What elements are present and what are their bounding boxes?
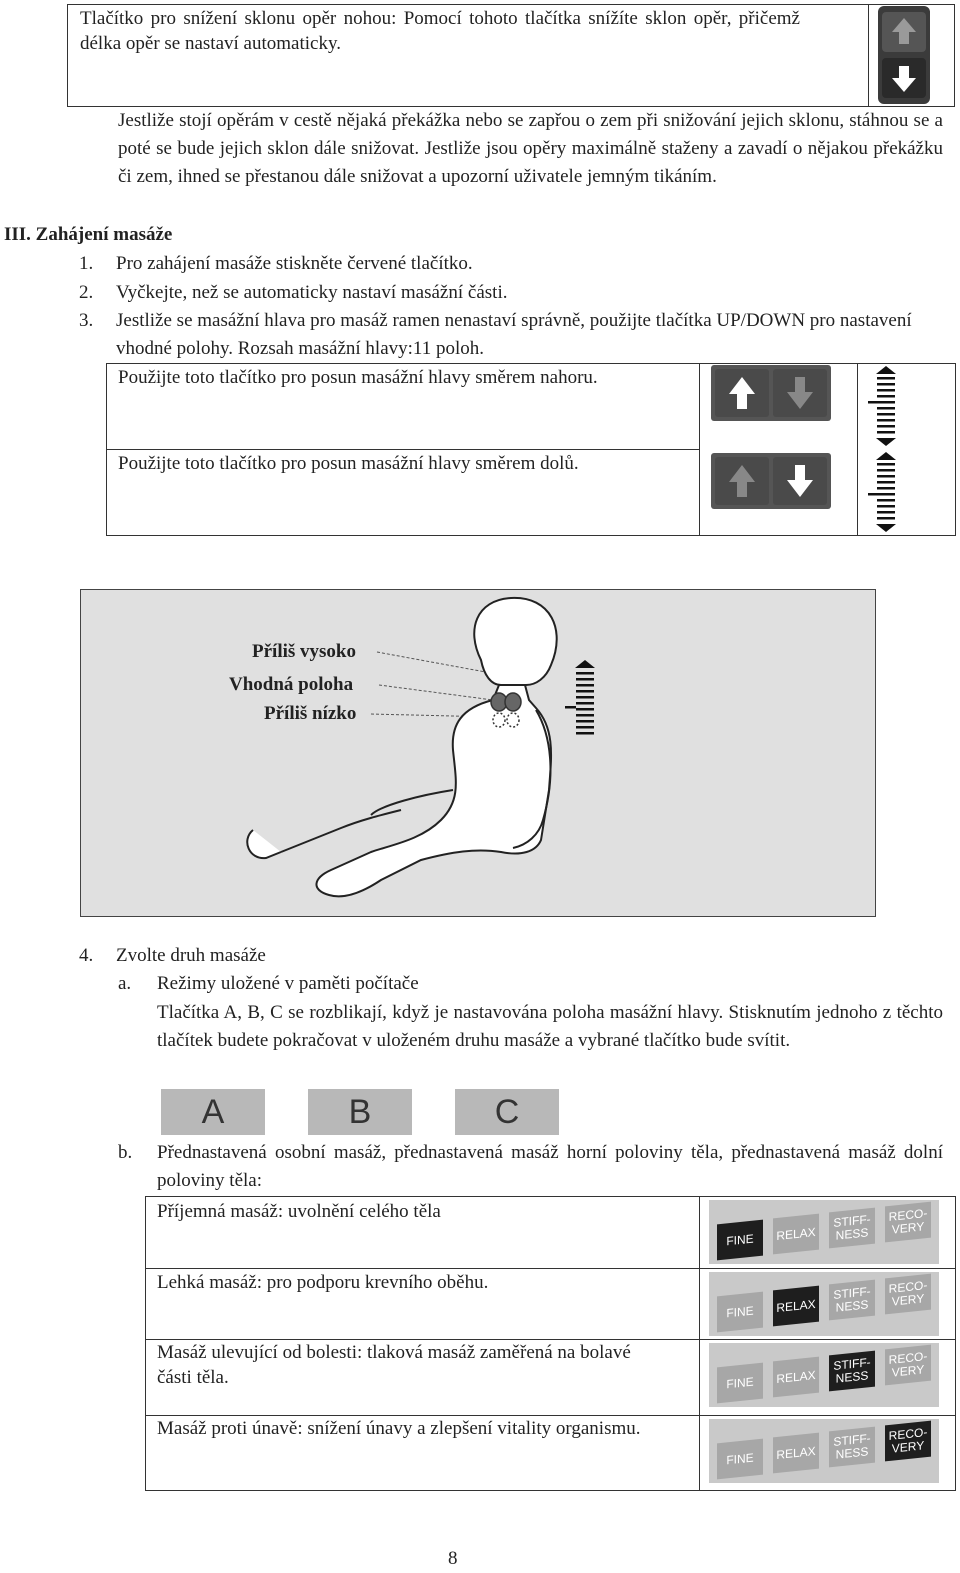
mode-button-label: RELAX (776, 1296, 816, 1315)
mode-button-relax (773, 1214, 819, 1255)
mode-button-relax (773, 1286, 819, 1327)
mode-row-recovery: Masáž proti únavě: snížení únavy a zlepšení vitality organismu. (157, 1418, 641, 1439)
mode-button-stiff (829, 1351, 875, 1392)
mode-button-fine (717, 1292, 763, 1333)
arrow-up-icon (878, 6, 930, 104)
divider (699, 363, 700, 536)
divider (699, 1196, 700, 1491)
position-scale-icon (565, 660, 595, 735)
head-down-description: Použijte toto tlačítko pro posun masážní hlavy směrem dolů. (118, 453, 579, 474)
mode-button-label: NESS (835, 1225, 869, 1243)
mode-button-label: FINE (726, 1450, 754, 1467)
mode-button-label: RECO- (888, 1424, 928, 1444)
memory-button-b: B (308, 1089, 412, 1135)
mode-button-label: RELAX (776, 1224, 816, 1243)
mode-button-panel (709, 1272, 939, 1336)
step-2-text: Vyčkejte, než se automaticky nastaví masážní části. (116, 282, 508, 303)
page-number: 8 (448, 1548, 458, 1569)
mode-row-relax: Lehká masáž: pro podporu krevního oběhu. (157, 1272, 489, 1293)
step-4a-letter: a. (118, 973, 132, 994)
mode-button-label: RECO- (888, 1277, 928, 1297)
position-scale-icon (866, 366, 906, 448)
leg-rest-control-button (878, 6, 930, 104)
head-up-button-panel (711, 365, 831, 421)
section-heading: III. Zahájení masáže (4, 224, 173, 245)
mode-button-label: STIFF- (833, 1431, 871, 1449)
mode-button-label: RECO- (888, 1205, 928, 1225)
mode-button-panel (709, 1343, 939, 1407)
mode-button-label: RELAX (776, 1443, 816, 1462)
mode-button-label: FINE (726, 1303, 754, 1320)
mode-button-label: FINE (726, 1374, 754, 1391)
mode-button-reco (885, 1345, 931, 1386)
step-1-text: Pro zahájení masáže stiskněte červené tlačítko. (116, 253, 473, 274)
mode-button-stiff (829, 1208, 875, 1249)
mode-button-label: NESS (835, 1297, 869, 1315)
step-4b-text: Přednastavená osobní masáž, přednastavená masáž horní poloviny těla, přednastavená masáž dolní poloviny těla: (157, 1142, 943, 1191)
step-2-number: 2. (79, 282, 94, 303)
step-1-number: 1. (79, 253, 94, 274)
position-scale-icon (866, 452, 906, 534)
mode-button-reco (885, 1421, 931, 1462)
mode-button-reco (885, 1202, 931, 1243)
mode-row-fine: Příjemná masáž: uvolnění celého těla (157, 1201, 441, 1222)
mode-button-relax (773, 1433, 819, 1474)
mode-button-label: NESS (835, 1444, 869, 1462)
step-4-number: 4. (79, 945, 94, 966)
divider (857, 363, 858, 536)
mode-button-label: VERY (891, 1291, 925, 1309)
mode-button-label: NESS (835, 1368, 869, 1386)
mode-button-fine (717, 1439, 763, 1480)
mode-button-label: VERY (891, 1219, 925, 1237)
label-too-low: Příliš nízko (264, 703, 357, 724)
memory-button-c: C (455, 1089, 559, 1135)
mode-button-reco (885, 1274, 931, 1315)
mode-button-label: RECO- (888, 1348, 928, 1368)
step-4-title: Zvolte druh masáže (116, 945, 266, 966)
step-3-text: Jestliže se masážní hlava pro masáž ramen nenastaví správně, použijte tlačítka UP/DOWN pro nastavení vhodné polohy. Rozsah masážní hlavy:11 poloh. (116, 310, 912, 359)
mode-button-stiff (829, 1427, 875, 1468)
label-too-high: Příliš vysoko (252, 641, 356, 662)
mode-button-label: STIFF- (833, 1284, 871, 1302)
mode-button-panel (709, 1200, 939, 1264)
seated-person-illustration (81, 590, 874, 915)
head-down-button-panel (711, 453, 831, 509)
memory-button-a: A (161, 1089, 265, 1135)
mode-button-label: FINE (726, 1231, 754, 1248)
mode-row-stiffness: Masáž ulevující od bolesti: tlaková masáž zaměřená na bolavé části těla. (157, 1342, 631, 1388)
mode-button-label: RELAX (776, 1367, 816, 1386)
mode-button-stiff (829, 1280, 875, 1321)
label-correct-position: Vhodná poloha (229, 674, 354, 695)
mode-button-relax (773, 1357, 819, 1398)
leg-rest-down-description: Tlačítko pro snížení sklonu opěr nohou: Pomocí tohoto tlačítka snížíte sklon opěr, přičemž délka opěr se nastaví automaticky. (80, 8, 800, 54)
mode-button-panel (709, 1419, 939, 1483)
mode-button-fine (717, 1220, 763, 1261)
mode-button-label: VERY (891, 1362, 925, 1380)
divider (868, 4, 869, 107)
head-up-description: Použijte toto tlačítko pro posun masážní hlavy směrem nahoru. (118, 367, 598, 388)
obstacle-paragraph: Jestliže stojí opěrám v cestě nějaká překážka nebo se zapřou o zem při snižování jejich sklonu, stáhnou se a poté se bude jejich sklon dále snižovat. Jestliže jsou opěry maximálně staženy a zavadí o nějakou překážku či zem, ihned se přestanou dále snižovat a upozorní uživatele jemným tikáním. (118, 110, 943, 187)
step-3-number: 3. (79, 310, 94, 331)
mode-button-label: VERY (891, 1438, 925, 1456)
mode-button-fine (717, 1363, 763, 1404)
mode-button-label: STIFF- (833, 1355, 871, 1373)
step-4b-letter: b. (118, 1142, 133, 1163)
step-4a-title: Režimy uložené v paměti počítače (157, 973, 419, 994)
step-4a-text: Tlačítka A, B, C se rozblikají, když je nastavována poloha masážní hlavy. Stisknutím jednoho z těchto tlačítek budete pokračovat v uloženém druhu masáže a vybrané tlačítko bude svítit. (157, 1002, 943, 1051)
mode-button-label: STIFF- (833, 1212, 871, 1230)
